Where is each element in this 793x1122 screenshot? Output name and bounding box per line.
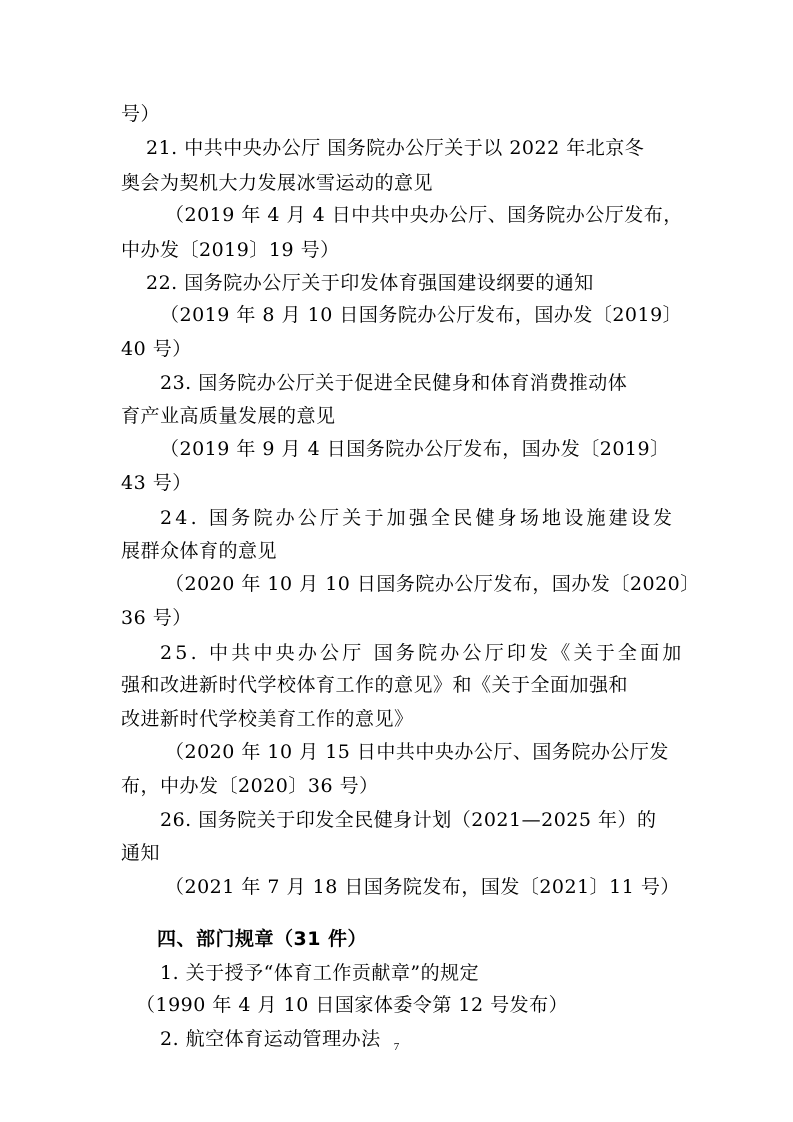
item-title: 通知 <box>121 842 161 864</box>
text-line: 号） <box>121 103 161 125</box>
item-source: （1990 年 4 月 10 日国家体委令第 12 号发布） <box>136 994 569 1016</box>
item-source: 36 号） <box>121 607 192 629</box>
item-source: （2019 年 4 月 4 日中共中央办公厅、国务院办公厅发布， <box>165 204 683 226</box>
item-title: 24. 国务院办公厅关于加强全民健身场地设施建设发 <box>160 507 676 529</box>
item-title: 21. 中共中央办公厅 国务院办公厅关于以 2022 年北京冬 <box>146 137 645 159</box>
item-title: 展群众体育的意见 <box>121 540 278 562</box>
item-title: 奥会为契机大力发展冰雪运动的意见 <box>121 172 434 194</box>
item-source: （2019 年 8 月 10 日国务院办公厅发布，国办发〔2019〕 <box>160 304 683 326</box>
item-source: （2019 年 9 月 4 日国务院办公厅发布，国办发〔2019〕 <box>160 438 670 460</box>
item-title: 22. 国务院办公厅关于印发体育强国建设纲要的通知 <box>146 272 594 294</box>
item-source: （2020 年 10 月 15 日中共中央办公厅、国务院办公厅发 <box>165 741 669 763</box>
item-title: 育产业高质量发展的意见 <box>121 405 336 427</box>
section-heading: 四、部门规章（31 件） <box>157 928 368 950</box>
item-title: 强和改进新时代学校体育工作的意见》和《关于全面加强和 <box>121 674 629 696</box>
item-title: 1. 关于授予“体育工作贡献章”的规定 <box>160 962 480 984</box>
item-source: （2020 年 10 月 10 日国务院办公厅发布，国办发〔2020〕 <box>165 573 700 595</box>
item-title: 26. 国务院关于印发全民健身计划（2021—2025 年）的 <box>160 809 657 831</box>
page-number: 7 <box>393 1041 400 1053</box>
item-title: 2. 航空体育运动管理办法 <box>160 1028 381 1050</box>
item-source: 40 号） <box>121 338 192 360</box>
item-source: 布，中办发〔2020〕36 号） <box>121 775 379 797</box>
item-source: 43 号） <box>121 472 192 494</box>
item-title: 23. 国务院办公厅关于促进全民健身和体育消费推动体 <box>160 372 628 394</box>
item-source: 中办发〔2019〕19 号） <box>121 239 340 261</box>
item-title: 改进新时代学校美育工作的意见》 <box>121 708 414 730</box>
item-source: （2021 年 7 月 18 日国务院发布，国发〔2021〕11 号） <box>165 876 680 898</box>
item-title: 25. 中共中央办公厅 国务院办公厅印发《关于全面加 <box>160 642 685 664</box>
